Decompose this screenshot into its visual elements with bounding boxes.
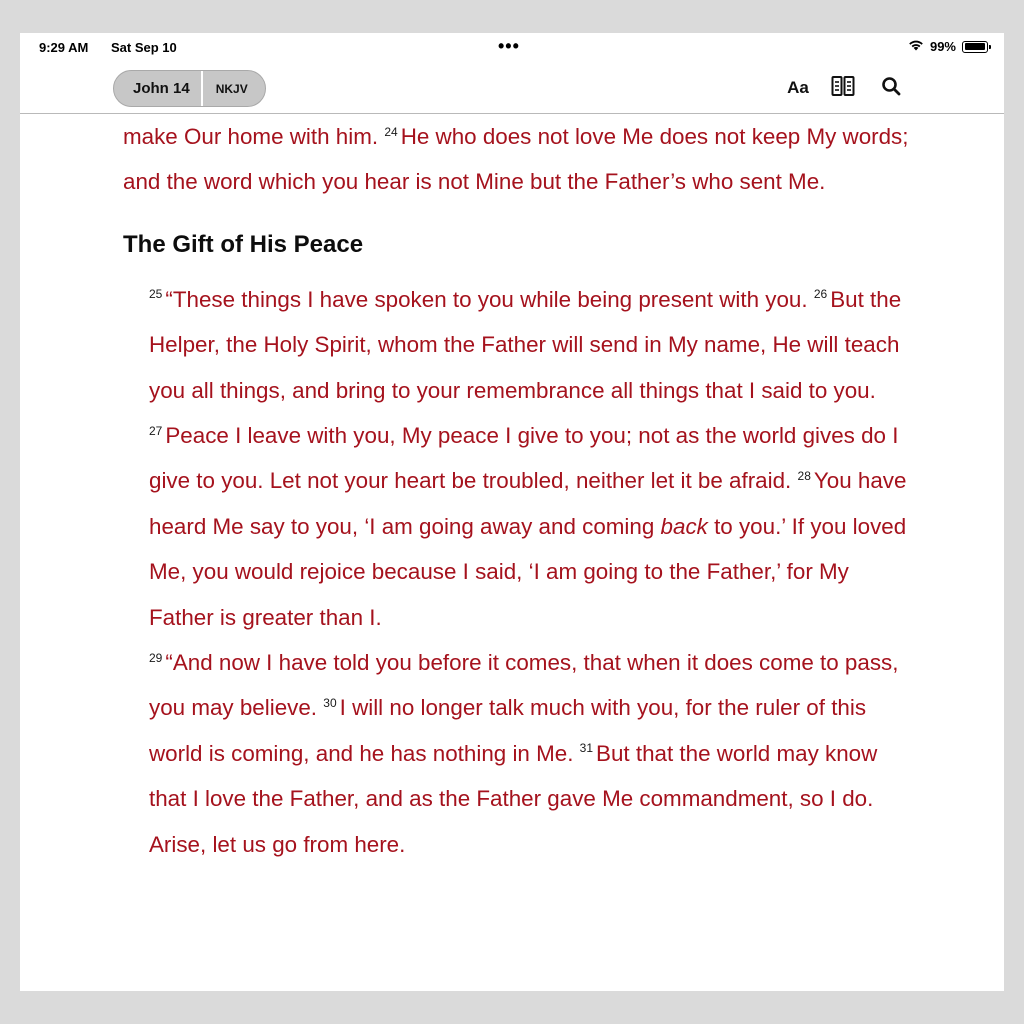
status-date: Sat Sep 10 [111, 40, 177, 55]
verse-number[interactable]: 28 [797, 468, 811, 483]
battery-percent: 99% [929, 39, 956, 54]
verse-31[interactable]: But that the world may know that I love the Father, and as the Father gave Me commandment, so I do. Arise, let us go from here. [149, 740, 878, 857]
section-heading: The Gift of His Peace [123, 230, 364, 258]
verse-28-part-1: You have heard Me say to you, ‘I am going away and coming [149, 468, 907, 539]
verse-30[interactable]: I will no longer talk much with you, for the ruler of this world is coming, and he has nothing in Me. [149, 695, 867, 766]
verse-24[interactable]: He who does not love Me does not keep My words; and the word which you hear is not Mine but the Father’s who sent Me. [123, 124, 909, 195]
battery-level [965, 43, 986, 50]
verse-number[interactable]: 26 [813, 287, 828, 302]
verse-number[interactable]: 29 [149, 650, 163, 665]
ipad-screen [20, 33, 1004, 991]
magnifier-icon [881, 76, 901, 101]
verse-26[interactable]: But the Helper, the Holy Spirit, whom the Father will send in My name, He will teach you all things, and bring to your remembrance all things that I said to you. [149, 286, 902, 403]
verse-25[interactable]: “These things I have spoken to you while being present with you. [165, 286, 808, 312]
book-chapter-button[interactable]: John 14 [114, 71, 203, 106]
battery-icon [962, 41, 988, 53]
verse-number[interactable]: 25 [149, 287, 163, 302]
font-settings-button[interactable]: Aa [787, 78, 809, 97]
paragraph-1 [123, 114, 913, 205]
book-columns-icon [831, 75, 855, 102]
reference-selector [113, 70, 266, 107]
search-button[interactable] [878, 75, 904, 101]
status-time: 9:29 AM [39, 40, 89, 55]
wifi-icon [908, 39, 924, 54]
verse-28-part-2: to you.’ If you loved Me, you would rejoice because I said, ‘I am going to the Father,’ for My Father is greater than I. [149, 513, 907, 630]
verse-27[interactable]: Peace I leave with you, My peace I give to you; not as the world gives do I give to you. Let not your heart be troubled, neither let it be afraid. [149, 423, 899, 494]
verse-number[interactable]: 30 [323, 696, 337, 710]
version-button[interactable]: NKJV [215, 81, 248, 96]
verse-29[interactable]: “And now I have told you before it comes, that when it does come to pass, you may believe. [149, 650, 899, 721]
verse-number[interactable]: 27 [149, 423, 163, 438]
multitasking-dots[interactable]: ••• [498, 36, 520, 56]
verse-number[interactable]: 31 [579, 741, 594, 756]
reader-toolbar [20, 61, 1004, 114]
scripture-text [123, 114, 913, 867]
paragraph-3 [123, 640, 913, 867]
verse-28-italic: back [660, 513, 708, 539]
verse-23-end[interactable]: make Our home with him. [123, 124, 379, 149]
verse-number[interactable]: 24 [384, 124, 398, 139]
paragraph-2 [123, 277, 913, 640]
status-bar [20, 33, 1004, 61]
parallel-view-button[interactable] [829, 75, 857, 101]
status-indicators [908, 39, 988, 54]
